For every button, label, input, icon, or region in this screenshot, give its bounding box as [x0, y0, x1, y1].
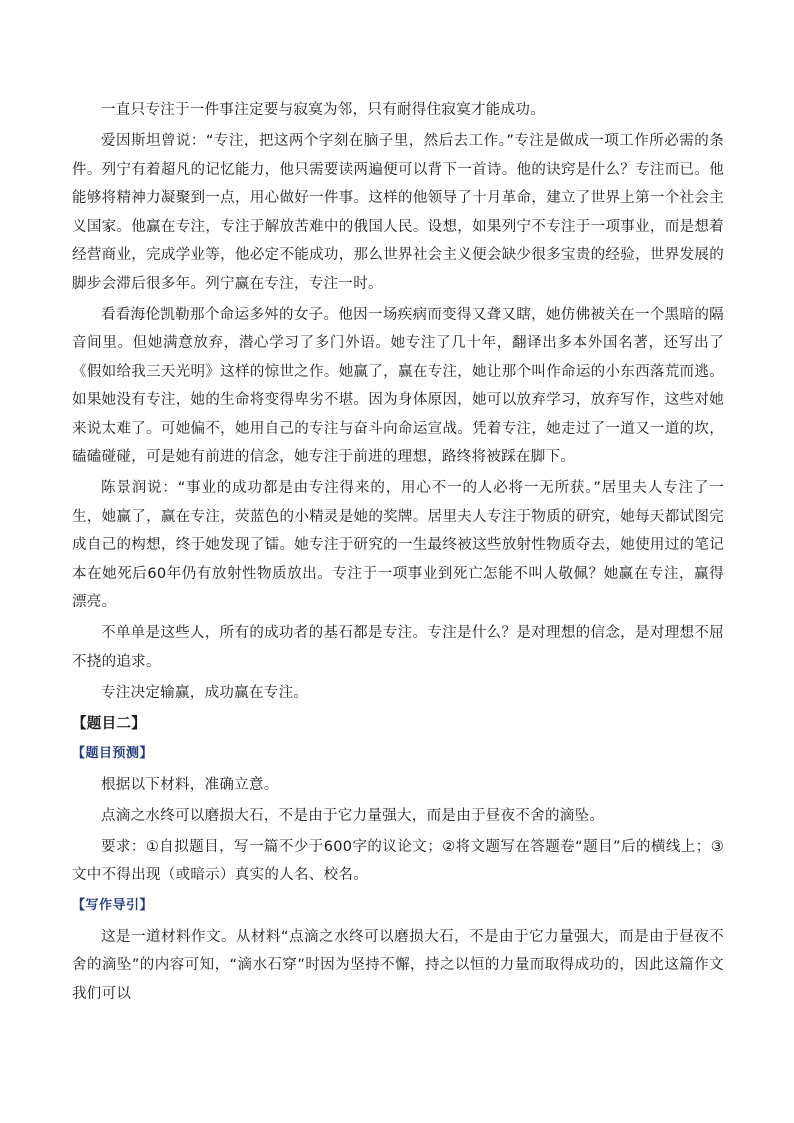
paragraph: 看看海伦凯勒那个命运多舛的女子。他因一场疾病而变得又聋又瞎，她仿佛被关在一个黑暗的隔音间里。但她满意放弃，潜心学习了多门外语。她专注了几十年，翻译出多本外国名著，还写出了《假如给我三天光明》这样的惊世之作。她赢了，赢在专注，她让那个叫作命运的小东西落荒而逃。如果她没有专注，她的生命将变得卑劣不堪。因为身体原因，她可以放弃学习，放弃写作，这些对她来说太难了。可她偏不，她用自己的专注与奋斗向命运宣战。凭着专注，她走过了一道又一道的坎，磕磕碰碰，可是她有前进的信念，她专注于前进的理想，路终将被踩在脚下。: [72, 306, 724, 465]
subsection-heading: 【写作导引】: [72, 898, 154, 913]
paragraph: 根据以下材料，准确立意。: [101, 776, 279, 793]
paragraph: 陈景润说：“事业的成功都是由专注得来的，用心不一的人必将一无所获。”居里夫人专注了一生，她赢了，赢在专注，荧蓝色的小精灵是她的奖牌。居里夫人专注于物质的研究，她每天都试图完成自己的构想，终于她发现了镭。她专注于研究的一生最终被这些放射性物质夺去，她使用过的笔记本在她死后60年仍有放射性物质放出。专注于一项事业到死亡怎能不叫人敬佩？她赢在专注，赢得漂亮。: [72, 480, 724, 610]
paragraph: 不单单是这些人，所有的成功者的基石都是专注。专注是什么？是对理想的信念，是对理想不屈不挠的追求。: [72, 625, 724, 670]
subsection-heading: 【题目预测】: [72, 746, 154, 761]
paragraph: 爱因斯坦曾说：“专注，把这两个字刻在脑子里，然后去工作。”专注是做成一项工作所必需的条件。列宁有着超凡的记忆能力，他只需要读两遍便可以背下一首诗。他的诀窍是什么？专注而已。他能够将精神力凝聚到一点，用心做好一件事。这样的他领导了十月革命，建立了世界上第一个社会主义国家。他赢在专注，专注于解放苦难中的俄国人民。设想，如果列宁不专注于一项事业，而是想着经营商业，完成学业等，他必定不能成功，那么世界社会主义便会缺少很多宝贵的经验，世界发展的脚步会滞后很多年。列宁赢在专注，专注一时。: [72, 133, 724, 292]
section-heading: 【题目二】: [72, 715, 146, 732]
paragraph: 点滴之水终可以磨损大石，不是由于它力量强大，而是由于昼夜不舍的滴坠。: [101, 807, 605, 824]
document-page: [72, 96, 724, 1011]
paragraph: 专注决定输赢，成功赢在专注。: [101, 684, 309, 701]
paragraph: 一直只专注于一件事注定要与寂寞为邻，只有耐得住寂寞才能成功。: [101, 102, 545, 118]
paragraph: 要求：①自拟题目，写一篇不少于600字的议论文；②将文题写在答题卷“题目”后的横线上；③文中不得出现（或暗示）真实的人名、校名。: [72, 838, 724, 883]
paragraph: 这是一道材料作文。从材料“点滴之水终可以磨损大石，不是由于它力量强大，而是由于昼夜不舍的滴坠”的内容可知，“滴水石穿”时因为坚持不懈，持之以恒的力量而取得成功的，因此这篇作文我们可以: [72, 928, 724, 1002]
